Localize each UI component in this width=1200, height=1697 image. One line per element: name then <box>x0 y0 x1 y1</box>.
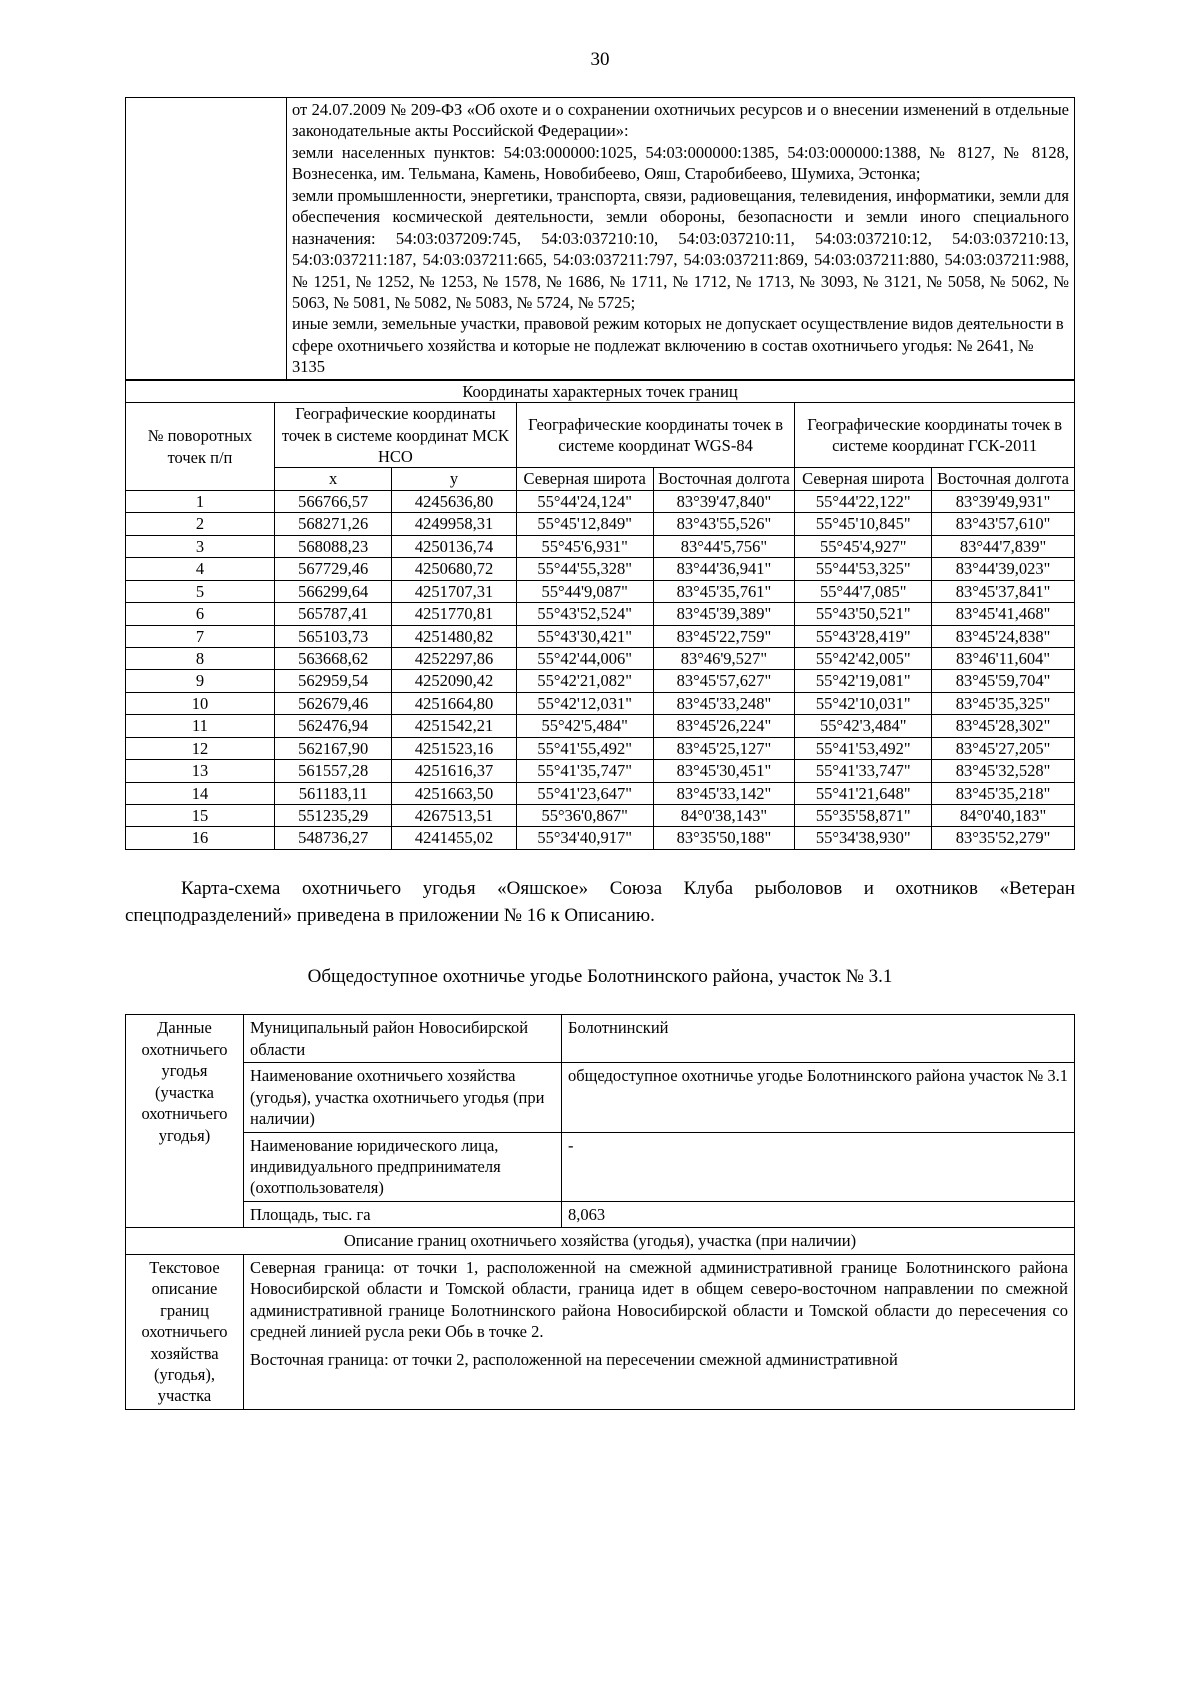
legal-stub-cell <box>126 98 287 380</box>
coordinates-title-row <box>126 380 1075 402</box>
cell-gsk-lat: 55°35'58,871" <box>795 805 932 827</box>
borders-description-heading: Описание границ охотничьего хозяйства (угодья), участка (при наличии) <box>126 1228 1075 1254</box>
cell-msk-x: 562959,54 <box>274 670 391 692</box>
cell-msk-y: 4250136,74 <box>392 535 516 557</box>
cell-point-number: 3 <box>126 535 275 557</box>
cell-gsk-lat: 55°44'7,085" <box>795 580 932 602</box>
cell-msk-y: 4241455,02 <box>392 827 516 849</box>
cell-gsk-lat: 55°42'19,081" <box>795 670 932 692</box>
cell-gsk-lon: 83°45'41,468" <box>932 603 1075 625</box>
info-row-value: общедоступное охотничье угодье Болотнинского района участок № 3.1 <box>562 1063 1075 1132</box>
cell-wgs-lon: 83°45'57,627" <box>653 670 795 692</box>
cell-msk-x: 565787,41 <box>274 603 391 625</box>
cell-gsk-lon: 83°46'11,604" <box>932 647 1075 669</box>
cell-msk-y: 4251616,37 <box>392 760 516 782</box>
cell-point-number: 10 <box>126 692 275 714</box>
legal-paragraph-2: земли населенных пунктов: 54:03:000000:1025, 54:03:000000:1385, 54:03:000000:1388, № 8127, № 8128, Вознесенка, им. Тельмана, Камень, Новобибеево, Ояш, Старобибеево, Шумиха, Эстонка; <box>292 142 1069 184</box>
cell-msk-x: 562167,90 <box>274 737 391 759</box>
coordinates-header-row-1 <box>126 403 1075 468</box>
header-x: x <box>274 468 391 490</box>
cell-wgs-lon: 84°0'38,143" <box>653 805 795 827</box>
cell-gsk-lon: 83°44'39,023" <box>932 558 1075 580</box>
header-gsk2011: Географические координаты точек в системе координат ГСК-2011 <box>795 403 1075 468</box>
table-row <box>126 625 1075 647</box>
cell-gsk-lat: 55°45'4,927" <box>795 535 932 557</box>
cell-gsk-lon: 83°45'32,528" <box>932 760 1075 782</box>
table-row <box>126 647 1075 669</box>
cell-wgs-lat: 55°45'12,849" <box>516 513 653 535</box>
borders-description-text <box>244 1254 1075 1409</box>
cell-gsk-lon: 83°45'28,302" <box>932 715 1075 737</box>
header-gsk-east-longitude: Восточная долгота <box>932 468 1075 490</box>
page-content <box>125 69 1075 1410</box>
cell-wgs-lat: 55°42'12,031" <box>516 692 653 714</box>
cell-wgs-lat: 55°41'23,647" <box>516 782 653 804</box>
cell-gsk-lat: 55°45'10,845" <box>795 513 932 535</box>
cell-wgs-lat: 55°44'9,087" <box>516 580 653 602</box>
cell-gsk-lat: 55°41'33,747" <box>795 760 932 782</box>
cell-point-number: 9 <box>126 670 275 692</box>
cell-msk-y: 4251707,31 <box>392 580 516 602</box>
cell-gsk-lon: 83°39'49,931" <box>932 490 1075 512</box>
cell-gsk-lon: 83°45'24,838" <box>932 625 1075 647</box>
cell-point-number: 6 <box>126 603 275 625</box>
cell-gsk-lat: 55°34'38,930" <box>795 827 932 849</box>
table-row <box>126 692 1075 714</box>
table-row <box>126 490 1075 512</box>
cell-msk-x: 565103,73 <box>274 625 391 647</box>
cell-point-number: 5 <box>126 580 275 602</box>
legal-paragraph-4: иные земли, земельные участки, правовой режим которых не допускает осуществление видов деятельности в сфере охотничьего хозяйства и которые не подлежат включению в состав охотничьего угодья: № 2641, № 3135 <box>292 314 1064 377</box>
map-scheme-paragraph: Карта-схема охотничьего угодья «Ояшское» Союза Клуба рыболовов и охотников «Ветеран спецподразделений» приведена в приложении № 16 к Описанию. <box>125 877 1075 926</box>
cell-msk-y: 4251663,50 <box>392 782 516 804</box>
cell-point-number: 8 <box>126 647 275 669</box>
table-row <box>126 558 1075 580</box>
cell-gsk-lon: 84°0'40,183" <box>932 805 1075 827</box>
cell-wgs-lon: 83°44'5,756" <box>653 535 795 557</box>
header-wgs-east-longitude: Восточная долгота <box>653 468 795 490</box>
legal-paragraph-3: земли промышленности, энергетики, транспорта, связи, радиовещания, телевидения, информатики, земли для обеспечения космической деятельности, земли обороны, безопасности и земли иного специального назначения: 54:03:037209:745, 54:03:037210:10, 54:03:037210:11, 54:03:037210:12, 54:03:037210:13, 54:03:037211:187, 54:03:037211:665, 54:03:037211:797, 54:03:037211:869, 54:03:037211:880, 54:03:037211:988, № 1251, № 1252, № 1253, № 1578, № 1686, № 1711, № 1712, № 1713, № 3093, № 3121, № 5058, № 5062, № 5063, № 5081, № 5082, № 5083, № 5724, № 5725; <box>292 185 1069 312</box>
legal-block-table <box>125 97 1075 380</box>
section-heading: Общедоступное охотничье угодье Болотнинского района, участок № 3.1 <box>307 965 893 987</box>
header-gsk-north-latitude: Северная широта <box>795 468 932 490</box>
cell-wgs-lon: 83°39'47,840" <box>653 490 795 512</box>
table-row <box>126 98 1075 380</box>
cell-wgs-lon: 83°45'35,761" <box>653 580 795 602</box>
cell-msk-x: 562679,46 <box>274 692 391 714</box>
cell-gsk-lon: 83°43'57,610" <box>932 513 1075 535</box>
cell-msk-x: 563668,62 <box>274 647 391 669</box>
cell-gsk-lon: 83°45'37,841" <box>932 580 1075 602</box>
cell-gsk-lat: 55°43'28,419" <box>795 625 932 647</box>
table-row <box>126 1228 1075 1254</box>
cell-gsk-lon: 83°45'27,205" <box>932 737 1075 759</box>
table-row <box>126 737 1075 759</box>
cell-msk-x: 561557,28 <box>274 760 391 782</box>
cell-wgs-lat: 55°34'40,917" <box>516 827 653 849</box>
cell-gsk-lat: 55°44'22,122" <box>795 490 932 512</box>
legal-paragraph-1: от 24.07.2009 № 209-ФЗ «Об охоте и о сохранении охотничьих ресурсов и о внесении изменений в отдельные законодательные акты Российской Федерации»: <box>292 100 1069 141</box>
cell-msk-x: 548736,27 <box>274 827 391 849</box>
legal-text-cell <box>287 98 1075 380</box>
cell-msk-y: 4252297,86 <box>392 647 516 669</box>
cell-gsk-lat: 55°41'53,492" <box>795 737 932 759</box>
cell-msk-x: 568088,23 <box>274 535 391 557</box>
info-row-value: - <box>562 1132 1075 1201</box>
cell-wgs-lon: 83°46'9,527" <box>653 647 795 669</box>
cell-wgs-lon: 83°43'55,526" <box>653 513 795 535</box>
cell-wgs-lat: 55°41'55,492" <box>516 737 653 759</box>
cell-gsk-lat: 55°42'10,031" <box>795 692 932 714</box>
table-row <box>126 1063 1075 1132</box>
cell-wgs-lon: 83°45'39,389" <box>653 603 795 625</box>
cell-wgs-lon: 83°45'22,759" <box>653 625 795 647</box>
cell-msk-y: 4251523,16 <box>392 737 516 759</box>
border-description-north: Северная граница: от точки 1, расположенной на смежной административной границе Болотнинского района Новосибирской области и Томской области, граница идет в общем северо-восточном направлении по смежной административной границе Болотнинского района Новосибирской области и Томской области до пересечения со средней линией русла реки Обь в точке 2. <box>250 1257 1068 1342</box>
cell-wgs-lat: 55°43'30,421" <box>516 625 653 647</box>
cell-gsk-lat: 55°42'42,005" <box>795 647 932 669</box>
cell-point-number: 11 <box>126 715 275 737</box>
cell-wgs-lon: 83°44'36,941" <box>653 558 795 580</box>
cell-msk-x: 562476,94 <box>274 715 391 737</box>
table-row <box>126 580 1075 602</box>
cell-gsk-lon: 83°45'35,218" <box>932 782 1075 804</box>
cell-msk-x: 561183,11 <box>274 782 391 804</box>
cell-point-number: 2 <box>126 513 275 535</box>
coordinates-title: Координаты характерных точек границ <box>126 380 1075 402</box>
borders-description-stub: Текстовое описание границ охотничьего хозяйства (угодья), участка <box>126 1254 244 1409</box>
info-row-label: Наименование охотничьего хозяйства (угодья), участка охотничьего угодья (при наличии) <box>244 1063 562 1132</box>
header-point-number: № поворотных точек п/п <box>126 403 275 491</box>
cell-wgs-lon: 83°45'33,248" <box>653 692 795 714</box>
table-row <box>126 1015 1075 1063</box>
cell-gsk-lat: 55°42'3,484" <box>795 715 932 737</box>
cell-msk-y: 4251480,82 <box>392 625 516 647</box>
table-row <box>126 535 1075 557</box>
header-msk-nso: Географические координаты точек в системе координат МСК НСО <box>274 403 516 468</box>
table-row <box>126 603 1075 625</box>
cell-msk-y: 4251664,80 <box>392 692 516 714</box>
cell-point-number: 1 <box>126 490 275 512</box>
info-row-value: Болотнинский <box>562 1015 1075 1063</box>
info-row-label: Наименование юридического лица, индивидуального предпринимателя (охотпользователя) <box>244 1132 562 1201</box>
cell-point-number: 4 <box>126 558 275 580</box>
cell-wgs-lat: 55°44'55,328" <box>516 558 653 580</box>
hunting-ground-info-table <box>125 1014 1075 1409</box>
cell-msk-x: 567729,46 <box>274 558 391 580</box>
cell-wgs-lat: 55°43'52,524" <box>516 603 653 625</box>
cell-gsk-lat: 55°43'50,521" <box>795 603 932 625</box>
cell-gsk-lon: 83°45'35,325" <box>932 692 1075 714</box>
table-row <box>126 513 1075 535</box>
table-row <box>126 827 1075 849</box>
cell-wgs-lon: 83°35'50,188" <box>653 827 795 849</box>
header-wgs84: Географические координаты точек в системе координат WGS-84 <box>516 403 795 468</box>
info-row-value: 8,063 <box>562 1201 1075 1227</box>
cell-msk-y: 4267513,51 <box>392 805 516 827</box>
cell-msk-y: 4252090,42 <box>392 670 516 692</box>
cell-gsk-lon: 83°35'52,279" <box>932 827 1075 849</box>
cell-point-number: 12 <box>126 737 275 759</box>
table-row <box>126 715 1075 737</box>
cell-point-number: 15 <box>126 805 275 827</box>
cell-point-number: 14 <box>126 782 275 804</box>
info-row-label: Площадь, тыс. га <box>244 1201 562 1227</box>
cell-wgs-lat: 55°42'5,484" <box>516 715 653 737</box>
cell-wgs-lon: 83°45'33,142" <box>653 782 795 804</box>
cell-gsk-lon: 83°45'59,704" <box>932 670 1075 692</box>
cell-point-number: 7 <box>126 625 275 647</box>
cell-msk-y: 4245636,80 <box>392 490 516 512</box>
cell-wgs-lon: 83°45'26,224" <box>653 715 795 737</box>
cell-wgs-lat: 55°45'6,931" <box>516 535 653 557</box>
table-row <box>126 760 1075 782</box>
cell-point-number: 13 <box>126 760 275 782</box>
cell-wgs-lon: 83°45'30,451" <box>653 760 795 782</box>
page-number: 30 <box>590 49 610 70</box>
cell-msk-y: 4250680,72 <box>392 558 516 580</box>
table-row <box>126 1132 1075 1201</box>
cell-gsk-lon: 83°44'7,839" <box>932 535 1075 557</box>
cell-msk-y: 4251770,81 <box>392 603 516 625</box>
table-row <box>126 782 1075 804</box>
cell-wgs-lat: 55°41'35,747" <box>516 760 653 782</box>
header-wgs-north-latitude: Северная широта <box>516 468 653 490</box>
cell-msk-x: 568271,26 <box>274 513 391 535</box>
cell-msk-x: 551235,29 <box>274 805 391 827</box>
cell-msk-y: 4251542,21 <box>392 715 516 737</box>
info-stub-label: Данные охотничьего угодья (участка охотничьего угодья) <box>126 1015 244 1228</box>
border-description-east: Восточная граница: от точки 2, расположенной на пересечении смежной административной <box>250 1349 898 1369</box>
cell-wgs-lat: 55°42'44,006" <box>516 647 653 669</box>
cell-wgs-lat: 55°44'24,124" <box>516 490 653 512</box>
info-row-label: Муниципальный район Новосибирской области <box>244 1015 562 1063</box>
table-row <box>126 670 1075 692</box>
table-row <box>126 805 1075 827</box>
table-row <box>126 1201 1075 1227</box>
cell-msk-x: 566766,57 <box>274 490 391 512</box>
coordinates-table <box>125 380 1075 850</box>
cell-wgs-lon: 83°45'25,127" <box>653 737 795 759</box>
table-row <box>126 1254 1075 1409</box>
cell-wgs-lat: 55°36'0,867" <box>516 805 653 827</box>
cell-wgs-lat: 55°42'21,082" <box>516 670 653 692</box>
cell-gsk-lat: 55°41'21,648" <box>795 782 932 804</box>
cell-msk-y: 4249958,31 <box>392 513 516 535</box>
cell-msk-x: 566299,64 <box>274 580 391 602</box>
cell-point-number: 16 <box>126 827 275 849</box>
header-y: y <box>392 468 516 490</box>
cell-gsk-lat: 55°44'53,325" <box>795 558 932 580</box>
